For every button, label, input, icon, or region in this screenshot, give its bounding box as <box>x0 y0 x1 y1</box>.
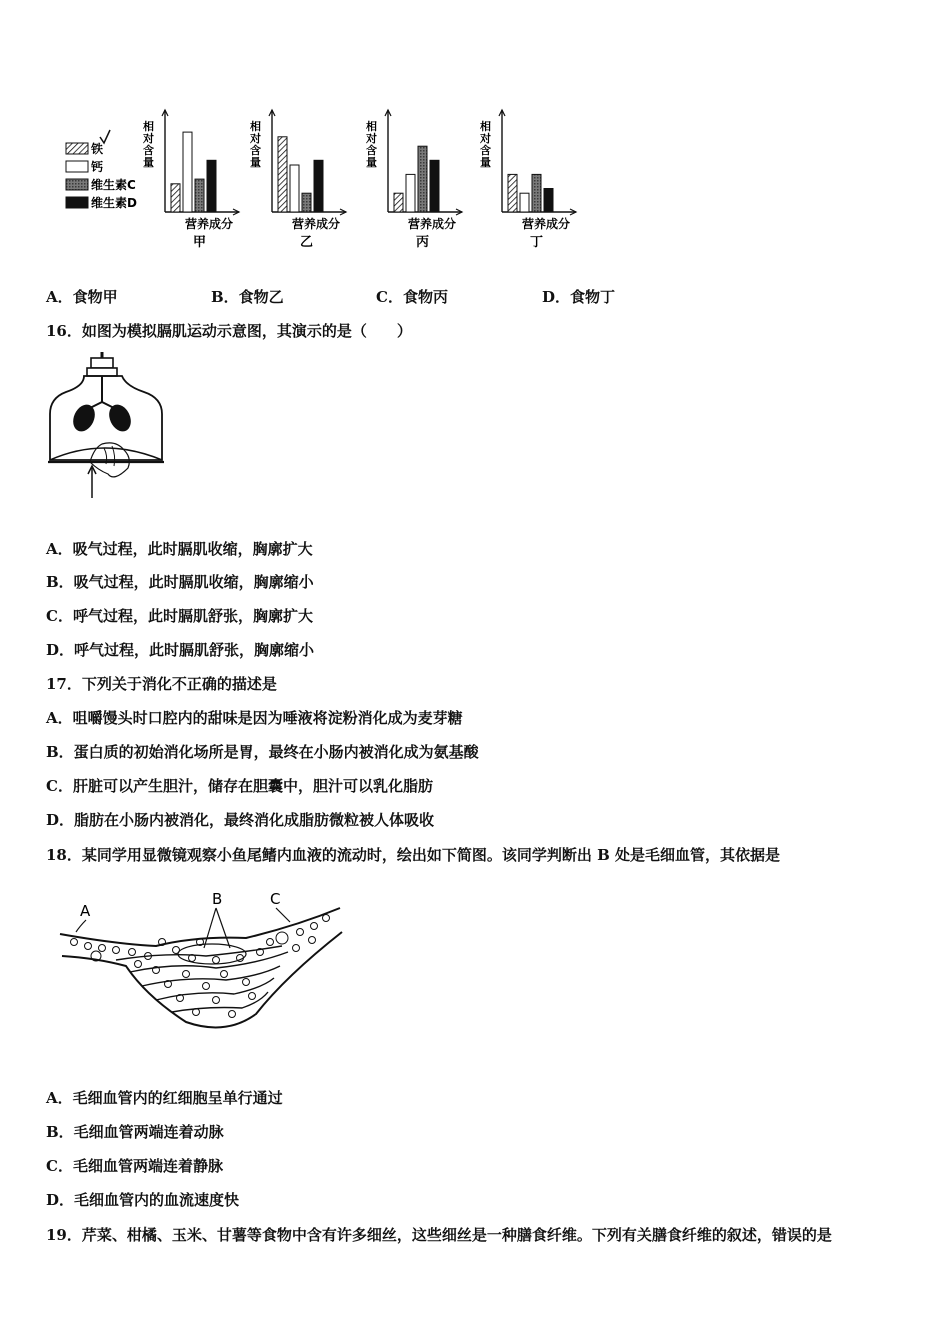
bar-vitamin-d <box>207 160 216 212</box>
q17-stem: 17．下列关于消化不正确的描述是 <box>46 675 277 693</box>
y-axis-label-char: 含 <box>143 144 154 157</box>
q18-stem: 18．某同学用显微镜观察小鱼尾鳍内血液的流动时，绘出如下简图。该同学判断出 B 处是毛细血管，其依据是 <box>46 846 781 864</box>
legend-swatch-calcium <box>66 161 88 172</box>
bar-iron <box>394 193 403 212</box>
bar-calcium <box>406 174 415 212</box>
q16-option-a[interactable]: A．吸气过程，此时膈肌收缩，胸廓扩大 <box>46 540 313 558</box>
bar-vitamin-c <box>195 179 204 212</box>
x-axis-label: 营养成分 <box>292 217 341 231</box>
q16-option-d[interactable]: D．呼气过程，此时膈肌舒张，胸廓缩小 <box>46 641 315 659</box>
q18-option-d[interactable]: D．毛细血管内的血流速度快 <box>46 1191 240 1209</box>
y-axis-label-char: 对 <box>366 132 377 145</box>
q16-option-b[interactable]: B．吸气过程，此时膈肌收缩，胸廓缩小 <box>46 573 314 591</box>
x-axis-label: 营养成分 <box>408 217 457 231</box>
category-label: 丁 <box>530 235 544 250</box>
vessel-label-b: B <box>212 890 223 908</box>
bar-calcium <box>520 193 529 212</box>
legend-label-vitamin-c: 维生素C <box>91 178 136 192</box>
y-axis-label-char: 量 <box>250 156 261 169</box>
x-axis-label: 营养成分 <box>185 217 234 231</box>
bar-iron <box>278 137 287 212</box>
q15-option-b[interactable]: B．食物乙 <box>211 288 284 306</box>
legend-swatch-vitamin-c <box>66 179 88 190</box>
bar-vitamin-d <box>314 160 323 212</box>
y-axis-label-char: 对 <box>143 132 154 145</box>
blood-vessel-figure <box>56 886 356 1036</box>
y-axis-label-char: 含 <box>480 144 491 157</box>
category-label: 丙 <box>416 235 430 250</box>
q18-option-a[interactable]: A．毛细血管内的红细胞呈单行通过 <box>46 1089 283 1107</box>
q17-option-b[interactable]: B．蛋白质的初始消化场所是胃，最终在小肠内被消化成为氨基酸 <box>46 743 479 761</box>
legend-swatch-vitamin-d <box>66 197 88 208</box>
y-axis-label-char: 含 <box>250 144 261 157</box>
bar-calcium <box>290 165 299 212</box>
bar-iron <box>171 184 180 212</box>
y-axis-label-char: 量 <box>143 156 154 169</box>
legend-swatch-iron <box>66 143 88 154</box>
bar-vitamin-c <box>302 193 311 212</box>
y-axis-label-char: 量 <box>480 156 491 169</box>
q16-stem: 16．如图为模拟膈肌运动示意图，其演示的是（ ） <box>46 322 412 340</box>
bar-vitamin-c <box>532 174 541 212</box>
charts-root <box>142 110 576 250</box>
y-axis-label-char: 含 <box>366 144 377 157</box>
q15-option-a[interactable]: A．食物甲 <box>46 288 118 306</box>
q17-option-a[interactable]: A．咀嚼馒头时口腔内的甜味是因为唾液将淀粉消化成为麦芽糖 <box>46 709 463 727</box>
category-label: 甲 <box>193 235 207 250</box>
bar-iron <box>508 174 517 212</box>
bar-calcium <box>183 132 192 212</box>
y-axis-label-char: 量 <box>366 156 377 169</box>
nutrient-bar-charts <box>0 0 950 270</box>
legend-label-calcium: 钙 <box>91 160 104 174</box>
q17-option-d[interactable]: D．脂肪在小肠内被消化，最终消化成脂肪微粒被人体吸收 <box>46 811 435 829</box>
category-label: 乙 <box>300 235 314 250</box>
diaphragm-model-figure <box>44 352 174 502</box>
bar-vitamin-c <box>418 146 427 212</box>
legend-label-vitamin-d: 维生素D <box>91 196 137 210</box>
x-axis-label: 营养成分 <box>522 217 571 231</box>
vessel-label-c: C <box>270 890 281 908</box>
legend-label-iron: 铁 <box>91 142 104 156</box>
q16-option-c[interactable]: C．呼气过程，此时膈肌舒张，胸廓扩大 <box>46 607 313 625</box>
q15-option-d[interactable]: D．食物丁 <box>542 288 616 306</box>
q17-option-c[interactable]: C．肝脏可以产生胆汁，储存在胆囊中，胆汁可以乳化脂肪 <box>46 777 433 795</box>
q18-option-c[interactable]: C．毛细血管两端连着静脉 <box>46 1157 223 1175</box>
bar-vitamin-d <box>544 189 553 213</box>
y-axis-label-char: 相 <box>366 120 377 133</box>
y-axis-label-char: 对 <box>250 132 261 145</box>
q18-option-b[interactable]: B．毛细血管两端连着动脉 <box>46 1123 224 1141</box>
bar-vitamin-d <box>430 160 439 212</box>
vessel-label-a: A <box>80 902 91 920</box>
chart-legend <box>66 130 137 210</box>
y-axis-label-char: 相 <box>480 120 491 133</box>
q15-option-c[interactable]: C．食物丙 <box>376 288 448 306</box>
q19-stem: 19．芹菜、柑橘、玉米、甘薯等食物中含有许多细丝，这些细丝是一种膳食纤维。下列有关膳食纤维的叙述，错误的是 <box>46 1226 832 1244</box>
y-axis-label-char: 相 <box>250 120 261 133</box>
y-axis-label-char: 相 <box>143 120 154 133</box>
y-axis-label-char: 对 <box>480 132 491 145</box>
